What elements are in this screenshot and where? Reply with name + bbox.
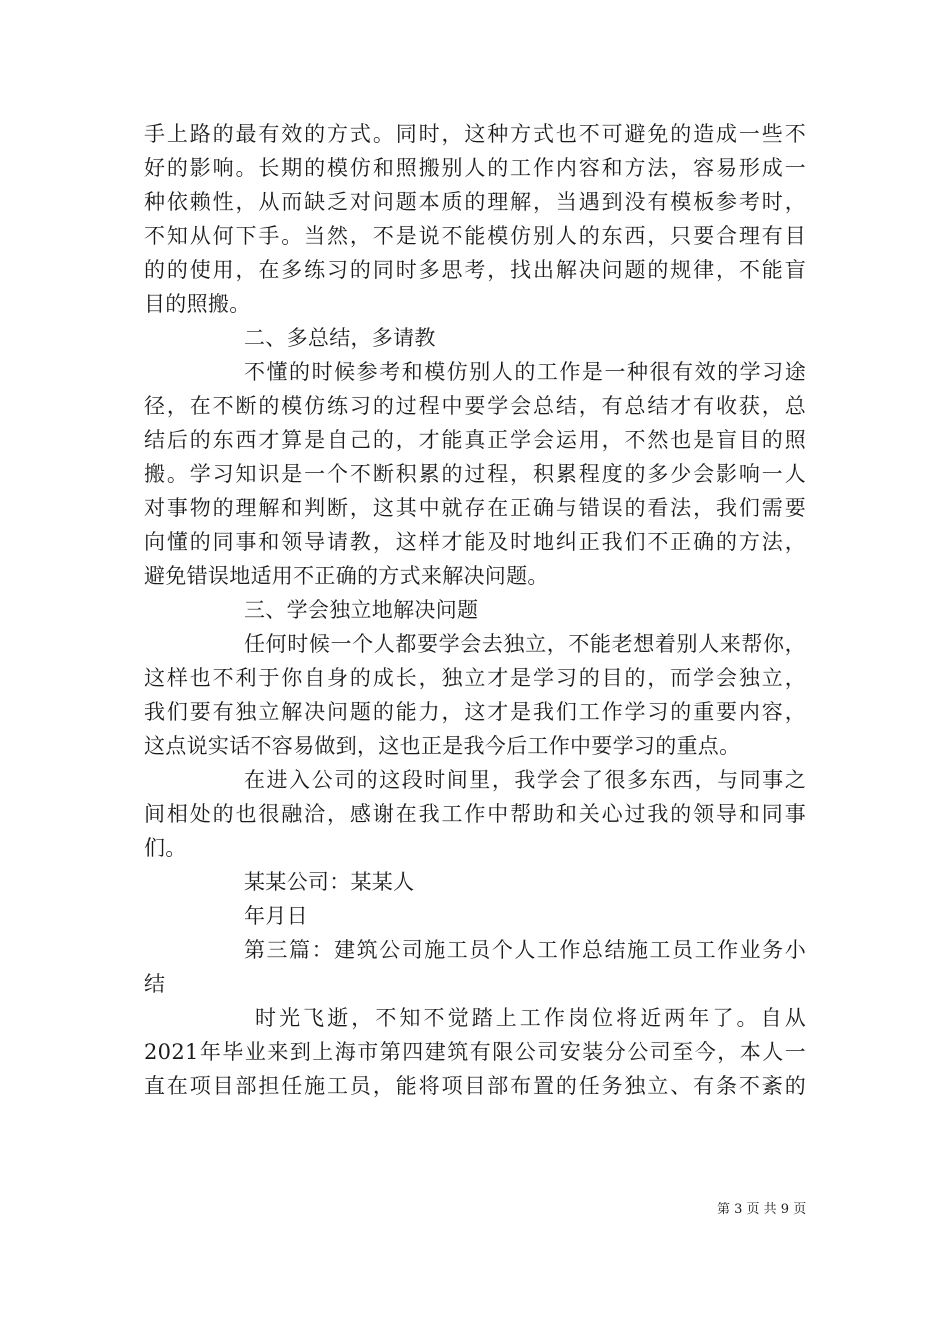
paragraph-line: 向懂的同事和领导请教，这样才能及时地纠正我们不正确的方法， [144,530,806,554]
paragraph-line: 在进入公司的这段时间里，我学会了很多东西，与同事之 [244,768,806,792]
paragraph-line: 对事物的理解和判断，这其中就存在正确与错误的看法，我们需要 [144,496,806,520]
page-number: 第 3 页 共 9 页 [717,1202,807,1217]
paragraph-line: 直在项目部担任施工员，能将项目部布置的任务独立、有条不紊的 [144,1074,806,1098]
section-title: 结 [144,972,166,996]
section-heading: 三、学会独立地解决问题 [244,598,479,622]
paragraph-line: 种依赖性，从而缺乏对问题本质的理解，当遇到没有模板参考时， [144,190,806,214]
paragraph-line: 结后的东西才算是自己的，才能真正学会运用，不然也是盲目的照 [144,428,806,452]
paragraph-line: 时光飞逝，不知不觉踏上工作岗位将近两年了。自从 [255,1006,806,1030]
paragraph-line: 不懂的时候参考和模仿别人的工作是一种很有效的学习途 [244,360,806,384]
paragraph-line: 间相处的也很融洽，感谢在我工作中帮助和关心过我的领导和同事 [144,802,806,826]
signature-line: 某某公司：某某人 [244,870,415,894]
paragraph-line: 手上路的最有效的方式。同时，这种方式也不可避免的造成一些不 [144,122,806,146]
paragraph-line: 这样也不利于你自身的成长，独立才是学习的目的，而学会独立， [144,666,806,690]
paragraph-line: 目的照搬。 [144,292,251,316]
section-heading: 二、多总结，多请教 [244,326,436,350]
paragraph-line: 的的使用，在多练习的同时多思考，找出解决问题的规律，不能盲 [144,258,806,282]
date-line: 年月日 [244,904,308,928]
paragraph-line: 不知从何下手。当然，不是说不能模仿别人的东西，只要合理有目 [144,224,806,248]
paragraph-line: 2021年毕业来到上海市第四建筑有限公司安装分公司至今，本人一 [144,1040,806,1064]
paragraph-line: 们。 [144,836,187,860]
paragraph-line: 我们要有独立解决问题的能力，这才是我们工作学习的重要内容， [144,700,806,724]
paragraph-line: 任何时候一个人都要学会去独立，不能老想着别人来帮你， [244,632,806,656]
section-title: 第三篇：建筑公司施工员个人工作总结施工员工作业务小 [244,938,806,962]
paragraph-line: 避免错误地适用不正确的方式来解决问题。 [144,564,549,588]
paragraph-line: 这点说实话不容易做到，这也正是我今后工作中要学习的重点。 [144,734,741,758]
paragraph-line: 径，在不断的模仿练习的过程中要学会总结，有总结才有收获，总 [144,394,806,418]
paragraph-line: 好的影响。长期的模仿和照搬别人的工作内容和方法，容易形成一 [144,156,806,180]
paragraph-line: 搬。学习知识是一个不断积累的过程，积累程度的多少会影响一人 [144,462,806,486]
